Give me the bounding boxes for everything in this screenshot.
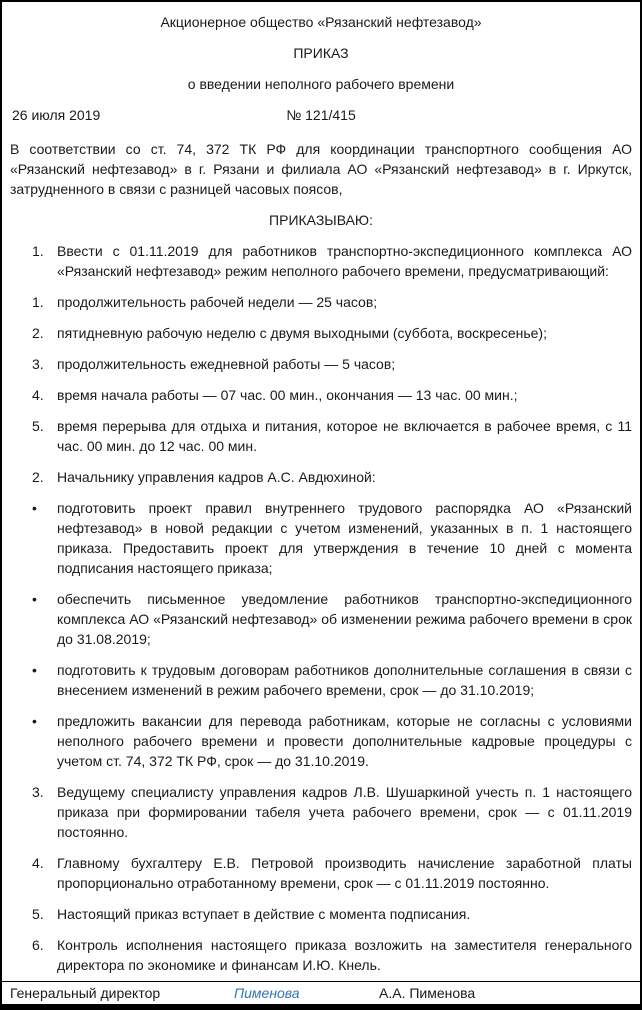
bullet-marker: • (32, 591, 37, 607)
doc-subject: о введении неполного рабочего времени (187, 76, 455, 92)
item-text: Ведущему специалисту управления кадров Л.В. Шушаркиной учесть п. 1 настоящего приказа при формировании табеля учета рабочего времени, срок — с 01.11.2019 постоянно. (57, 784, 632, 840)
bullet-marker: • (32, 500, 37, 516)
item-text: время начала работы — 07 час. 00 мин., окончания — 13 час. 00 мин.; (57, 387, 518, 403)
signer-name: А.А. Пименова (379, 985, 476, 1001)
doc-type-title: ПРИКАЗ (293, 45, 349, 61)
order-item (32, 782, 632, 842)
item-text: продолжительность рабочей недели — 25 часов; (57, 294, 378, 310)
signature-row (2, 981, 640, 1004)
order-item (32, 853, 632, 893)
order-bullet (32, 589, 632, 649)
item-text: время перерыва для отдыха и питания, которое не включается в рабочее время, с 11 час. 00 мин. до 12 час. 00 мин. (57, 418, 632, 454)
item-marker: 2. (32, 469, 44, 485)
order-subitem (32, 292, 632, 312)
item-text: Начальнику управления кадров А.С. Авдюхиной: (57, 469, 376, 485)
item-text: Ввести с 01.11.2019 для работников транспортно-экспедиционного комплекса АО «Рязанский нефтезавод» режим неполного рабочего времени, предусматривающий: (57, 243, 632, 279)
item-text: Главному бухгалтеру Е.В. Петровой производить начисление заработной платы пропорционально отработанному времени, срок — с 01.11.2019 постоянно. (57, 855, 632, 891)
item-text: обеспечить письменное уведомление работников транспортно-экспедиционного комплекса АО «Рязанский нефтезавод» об изменении режима рабочего времени в срок до 31.08.2019; (57, 591, 632, 647)
order-bullet (32, 498, 632, 578)
item-marker: 5. (32, 906, 44, 922)
bullet-marker: • (32, 662, 37, 678)
order-subitem (32, 354, 632, 374)
org-name: Акционерное общество «Рязанский нефтезавод» (160, 14, 482, 30)
doc-number: № 121/415 (286, 107, 356, 123)
signer-position: Генеральный директор (10, 985, 161, 1001)
item-marker: 5. (32, 418, 44, 434)
doc-date: 26 июля 2019 (12, 107, 101, 123)
item-marker: 1. (32, 243, 44, 259)
order-bullet (32, 711, 632, 771)
resolution-heading: ПРИКАЗЫВАЮ: (269, 212, 373, 228)
item-text: Настоящий приказ вступает в действие с момента подписания. (57, 906, 471, 922)
item-text: продолжительность ежедневной работы — 5 часов; (57, 356, 396, 372)
item-text: предложить вакансии для перевода работникам, которые не согласны с условиями неполного рабочего времени и провести дополнительные кадровые процедуры с учетом ст. 74, 372 ТК РФ, срок — до 31.10.2019. (57, 713, 632, 769)
document-body (2, 2, 640, 981)
order-bullet (32, 660, 632, 700)
date-number-row (10, 105, 632, 125)
item-text: пятидневную рабочую неделю с двумя выходными (суббота, воскресенье); (57, 325, 547, 341)
item-marker: 1. (32, 294, 44, 310)
item-marker: 6. (32, 937, 44, 953)
item-text: Контроль исполнения настоящего приказа возложить на заместителя генерального директора по экономике и финансам И.Ю. Кнель. (57, 937, 632, 973)
order-item (32, 467, 632, 487)
item-marker: 4. (32, 855, 44, 871)
order-item (32, 935, 632, 975)
item-text: подготовить проект правил внутреннего трудового распорядка АО «Рязанский нефтезавод» в новой редакции с учетом изменений, указанных в п. 1 настоящего приказа. Предоставить проект для утверждения в течение 10 дней с момента подписания настоящего приказа; (57, 500, 632, 576)
item-text: подготовить к трудовым договорам работников дополнительные соглашения в связи с внесением изменений в режим рабочего времени, срок — до 31.10.2019; (57, 662, 632, 698)
item-marker: 3. (32, 356, 44, 372)
order-subitem (32, 416, 632, 456)
order-subitem (32, 385, 632, 405)
order-item (32, 904, 632, 924)
signature-script: Пименова (234, 985, 300, 1001)
order-subitem (32, 323, 632, 343)
intro-paragraph: В соответствии со ст. 74, 372 ТК РФ для координации транспортного сообщения АО «Рязанский нефтезавод» в г. Рязани и филиала АО «Рязанский нефтезавод» в г. Иркутск, затрудненного в связи с разницей часовых поясов, (10, 141, 632, 197)
order-item (32, 241, 632, 281)
item-marker: 4. (32, 387, 44, 403)
item-marker: 2. (32, 325, 44, 341)
item-marker: 3. (32, 784, 44, 800)
bullet-marker: • (32, 713, 37, 729)
